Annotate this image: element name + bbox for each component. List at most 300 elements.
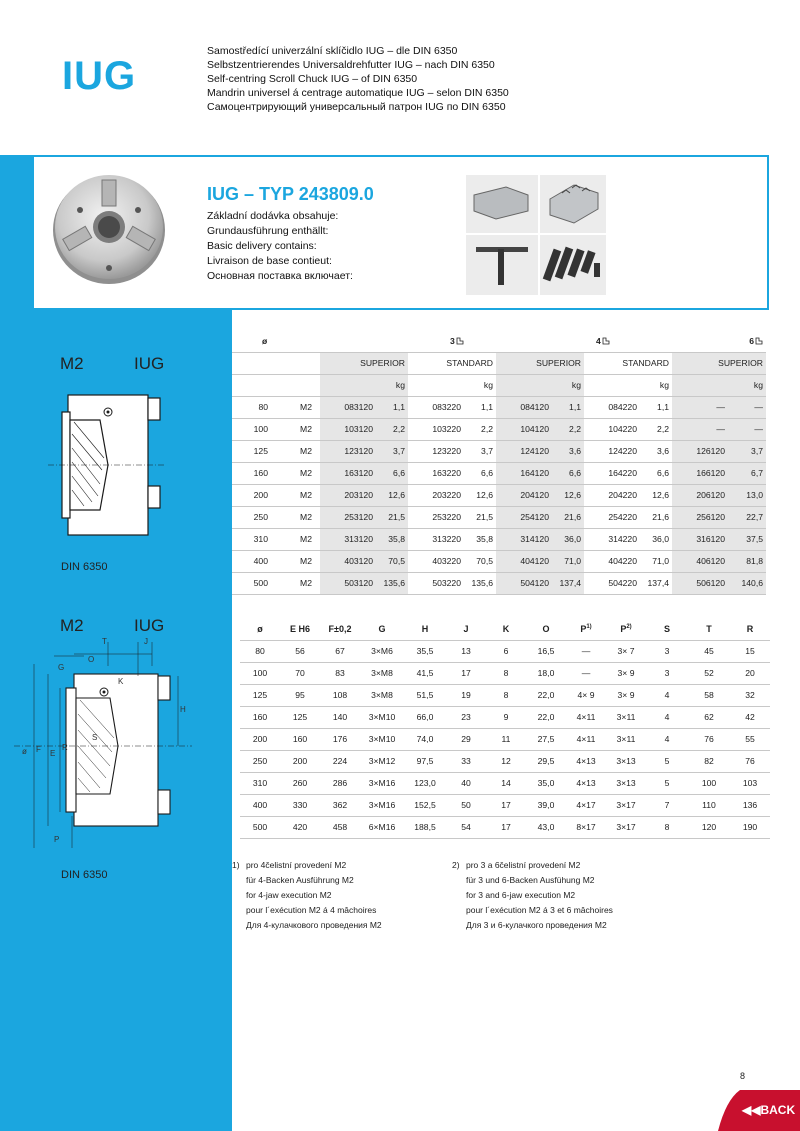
table-cell: 3 [646, 662, 688, 684]
table-cell: 32 [730, 684, 770, 706]
delivery-line: Základní dodávka obsahuje: [207, 210, 339, 222]
header-e: E H6 [280, 618, 320, 640]
table-cell: 125 [232, 440, 278, 462]
table-cell: 17 [486, 816, 526, 838]
chuck-drawing-1 [48, 390, 168, 540]
table-cell: 21,6 [552, 506, 584, 528]
table-cell: 22,7 [728, 506, 766, 528]
kg-unit: kg [584, 374, 672, 396]
footnote-line: for 3 and 6-jaw execution M2 [466, 890, 576, 900]
table-cell: M2 [278, 396, 320, 418]
table-cell: 1,1 [640, 396, 672, 418]
table-cell: 16,5 [526, 640, 566, 662]
dim-label-p: P [54, 835, 60, 844]
table-cell: 71,0 [640, 550, 672, 572]
table-cell: 104220 [584, 418, 640, 440]
table-cell: 224 [320, 750, 360, 772]
table-cell: 8 [486, 662, 526, 684]
table-cell: 140 [320, 706, 360, 728]
table-cell: 27,5 [526, 728, 566, 750]
footnote-number: 1) [232, 860, 240, 870]
table-cell: 74,0 [404, 728, 446, 750]
table-cell: 3,7 [728, 440, 766, 462]
table-cell: 254220 [584, 506, 640, 528]
table-cell: 36,0 [640, 528, 672, 550]
table-cell: 3,7 [376, 440, 408, 462]
table-cell: 3× 9 [606, 662, 646, 684]
table-cell: 110 [688, 794, 730, 816]
table-cell: 314220 [584, 528, 640, 550]
table-cell: 4×11 [566, 706, 606, 728]
table-cell: — [728, 418, 766, 440]
table-cell: 29 [446, 728, 486, 750]
table-cell: 6,6 [376, 462, 408, 484]
table-cell: 55 [730, 728, 770, 750]
header-g: G [360, 618, 404, 640]
table-cell: 100 [232, 418, 278, 440]
table-cell: 204220 [584, 484, 640, 506]
table-cell: 420 [280, 816, 320, 838]
table-cell: 137,4 [640, 572, 672, 594]
table-cell: 400 [240, 794, 280, 816]
dimensions-table [240, 618, 770, 839]
table-cell: 4×11 [566, 728, 606, 750]
table-cell: 362 [320, 794, 360, 816]
table-cell: 37,5 [728, 528, 766, 550]
table-cell: M2 [278, 550, 320, 572]
table-cell: 5 [646, 750, 688, 772]
dim-label-h: H [180, 705, 186, 714]
table-cell: 500 [232, 572, 278, 594]
table-cell: 21,5 [464, 506, 496, 528]
order-table [232, 330, 766, 595]
table-cell: 2,2 [376, 418, 408, 440]
table-cell: 15 [730, 640, 770, 662]
table-cell: 40 [446, 772, 486, 794]
table-row [240, 662, 770, 684]
chuck-drawing-2 [14, 636, 194, 854]
table-cell: 120 [688, 816, 730, 838]
title-en: Self-centring Scroll Chuck IUG – of DIN 6350 [207, 73, 418, 85]
table-cell: 163220 [408, 462, 464, 484]
table-row [232, 462, 766, 484]
table-cell: 406120 [672, 550, 728, 572]
dim-label-f: F [36, 745, 41, 754]
brand-title: IUG [62, 54, 137, 98]
table-cell: 100 [688, 772, 730, 794]
dim-label-s: S [92, 733, 98, 742]
table-cell: 6,6 [640, 462, 672, 484]
table-cell: 503220 [408, 572, 464, 594]
dim-label-r: R [62, 743, 68, 752]
table-cell: 3×M16 [360, 772, 404, 794]
table-cell: 084120 [496, 396, 552, 418]
table-cell: 2,2 [640, 418, 672, 440]
diagram1-title-right: IUG [134, 354, 165, 373]
kg-unit: kg [320, 374, 408, 396]
table-cell: 18,0 [526, 662, 566, 684]
table-cell: 253120 [320, 506, 376, 528]
table-cell: 136 [730, 794, 770, 816]
table-cell: 125 [240, 684, 280, 706]
dim-label-g: G [58, 663, 65, 672]
table-cell: — [566, 640, 606, 662]
table-cell: 54 [446, 816, 486, 838]
table-cell: 58 [688, 684, 730, 706]
table-cell: 188,5 [404, 816, 446, 838]
diagram2-title-left: M2 [60, 616, 84, 635]
table-row [240, 684, 770, 706]
table-cell: 504220 [584, 572, 640, 594]
table-row [232, 506, 766, 528]
table-row [240, 728, 770, 750]
table-cell: 97,5 [404, 750, 446, 772]
table-cell: 140,6 [728, 572, 766, 594]
table-cell: 126120 [672, 440, 728, 462]
jaws-6-header: 6 [728, 330, 766, 352]
table-cell: 108 [320, 684, 360, 706]
product-title: IUG – TYP 243809.0 [207, 184, 374, 204]
table-cell: 6 [486, 640, 526, 662]
table-cell: 403220 [408, 550, 464, 572]
table-cell: 135,6 [464, 572, 496, 594]
table-cell: — [566, 662, 606, 684]
table-cell: 21,6 [640, 506, 672, 528]
table-cell: 1,1 [464, 396, 496, 418]
header-f: F±0,2 [320, 618, 360, 640]
table-cell: 3×M8 [360, 662, 404, 684]
table-cell: 103120 [320, 418, 376, 440]
table-cell: 3,7 [464, 440, 496, 462]
table-cell: 135,6 [376, 572, 408, 594]
table-cell: 66,0 [404, 706, 446, 728]
table-row [232, 528, 766, 550]
table-cell: M2 [278, 572, 320, 594]
table-cell: 80 [240, 640, 280, 662]
table-cell: 504120 [496, 572, 552, 594]
table-cell: 22,0 [526, 706, 566, 728]
table-cell: 35,8 [464, 528, 496, 550]
table-cell: 250 [240, 750, 280, 772]
footnote-line: Для 3 и 6-кулачкого проведения M2 [466, 920, 607, 930]
table-cell: 81,8 [728, 550, 766, 572]
table-cell: 70,5 [464, 550, 496, 572]
delivery-contents [207, 209, 353, 284]
delivery-line: Basic delivery contains: [207, 240, 317, 252]
table-cell: 21,5 [376, 506, 408, 528]
table-cell: 190 [730, 816, 770, 838]
dim-label-j: J [144, 637, 148, 646]
header-h: H [404, 618, 446, 640]
table-cell: 100 [240, 662, 280, 684]
table-cell: 104120 [496, 418, 552, 440]
table-cell: 403120 [320, 550, 376, 572]
table-cell: 152,5 [404, 794, 446, 816]
header-t: T [688, 618, 730, 640]
table-cell: 4 [646, 728, 688, 750]
table-cell: — [728, 396, 766, 418]
table-cell: 103220 [408, 418, 464, 440]
table-cell: 76 [730, 750, 770, 772]
table-cell: 166120 [672, 462, 728, 484]
table-cell: 22,0 [526, 684, 566, 706]
table-cell: 3×M16 [360, 794, 404, 816]
kg-unit: kg [672, 374, 766, 396]
table-cell: 313220 [408, 528, 464, 550]
table-cell: — [672, 418, 728, 440]
table-cell: 3× 9 [606, 684, 646, 706]
table-cell: 200 [240, 728, 280, 750]
table-cell: 124120 [496, 440, 552, 462]
table-cell: 9 [486, 706, 526, 728]
jaws-3-header: 3 [408, 330, 496, 352]
table-cell: 458 [320, 816, 360, 838]
header-titles [207, 44, 509, 114]
table-cell: 12,6 [376, 484, 408, 506]
table-cell: 35,5 [404, 640, 446, 662]
table-cell: 2,2 [552, 418, 584, 440]
table-cell: 8 [486, 684, 526, 706]
title-cz: Samostředící univerzální sklíčidlo IUG – dle DIN 6350 [207, 45, 458, 57]
table-cell: 70,5 [376, 550, 408, 572]
table-cell: 163120 [320, 462, 376, 484]
diagram2-din: DIN 6350 [61, 869, 108, 881]
table-row [240, 750, 770, 772]
header-dia: ø [240, 618, 280, 640]
table-cell: 3×M12 [360, 750, 404, 772]
table-cell: 164120 [496, 462, 552, 484]
table-cell: 6×M16 [360, 816, 404, 838]
double-chevron-left-icon: ◀◀ [742, 1103, 761, 1117]
table-cell: 82 [688, 750, 730, 772]
table-cell: 7 [646, 794, 688, 816]
table-cell: 137,4 [552, 572, 584, 594]
table-row [232, 572, 766, 594]
table-cell: M2 [278, 440, 320, 462]
table-cell: 17 [446, 662, 486, 684]
table-cell: 3×M8 [360, 684, 404, 706]
table-cell: 12 [486, 750, 526, 772]
table-row [232, 418, 766, 440]
dia-header: ø [232, 330, 278, 352]
table-cell: 310 [232, 528, 278, 550]
table-cell: 404120 [496, 550, 552, 572]
table-row [232, 484, 766, 506]
header-o: O [526, 618, 566, 640]
footnote-line: pro 4čelistní provedení M2 [246, 860, 347, 870]
jaw-icon [755, 337, 763, 345]
header-p1: $P^{1)}$ [566, 618, 606, 640]
table-cell: 13,0 [728, 484, 766, 506]
delivery-line: Основная поставка включает: [207, 270, 353, 282]
table-cell: 23 [446, 706, 486, 728]
table-cell: 51,5 [404, 684, 446, 706]
table-cell: 3×11 [606, 706, 646, 728]
table-cell: 35,0 [526, 772, 566, 794]
footnote-line: für 3 und 6-Backen Ausfühung M2 [466, 875, 595, 885]
table-cell: 314120 [496, 528, 552, 550]
table-cell: 3×M6 [360, 640, 404, 662]
table-cell: 3×17 [606, 794, 646, 816]
table-cell: 506120 [672, 572, 728, 594]
table-cell: 164220 [584, 462, 640, 484]
table-cell: 123,0 [404, 772, 446, 794]
table-cell: 5 [646, 772, 688, 794]
table-cell: 29,5 [526, 750, 566, 772]
table-cell: 125 [280, 706, 320, 728]
table-cell: 3,6 [552, 440, 584, 462]
jaws-4-header: 4 [584, 330, 672, 352]
table-cell: 503120 [320, 572, 376, 594]
col-standard-3: STANDARD [408, 352, 496, 374]
jaw-icon [602, 337, 610, 345]
dim-label-o: O [88, 655, 95, 664]
table-cell: 56 [280, 640, 320, 662]
dim-label-dia: ø [22, 747, 27, 756]
kg-unit: kg [408, 374, 496, 396]
table-cell: 3 [646, 640, 688, 662]
col-superior-6: SUPERIOR [672, 352, 766, 374]
table-cell: 330 [280, 794, 320, 816]
table-cell: 160 [240, 706, 280, 728]
table-cell: 17 [486, 794, 526, 816]
header-s: S [646, 618, 688, 640]
table-cell: 123120 [320, 440, 376, 462]
page-number: 8 [740, 1071, 746, 1081]
table-row [240, 816, 770, 838]
table-cell: 4 [646, 684, 688, 706]
title-de: Selbstzentrierendes Universaldrehfutter IUG – nach DIN 6350 [207, 59, 495, 71]
table-cell: M2 [278, 418, 320, 440]
table-cell: 71,0 [552, 550, 584, 572]
table-cell: 203120 [320, 484, 376, 506]
table-cell: 70 [280, 662, 320, 684]
delivery-line: Livraison de base contieut: [207, 255, 332, 267]
table-cell: 4×13 [566, 772, 606, 794]
col-standard-4: STANDARD [584, 352, 672, 374]
table-cell: 160 [280, 728, 320, 750]
table-cell: 254120 [496, 506, 552, 528]
table-cell: 310 [240, 772, 280, 794]
diagram1-din: DIN 6350 [61, 561, 108, 573]
table-cell: 316120 [672, 528, 728, 550]
table-cell: 256120 [672, 506, 728, 528]
table-cell: 204120 [496, 484, 552, 506]
table-row [240, 772, 770, 794]
table-cell: 4 [646, 706, 688, 728]
dim-label-t: T [102, 637, 107, 646]
back-button-label[interactable]: ◀◀BACK [742, 1103, 796, 1117]
table-cell: 4× 9 [566, 684, 606, 706]
table-cell: 6,6 [552, 462, 584, 484]
table-cell: 76 [688, 728, 730, 750]
table-cell: 33 [446, 750, 486, 772]
table-row [232, 396, 766, 418]
table-cell: 41,5 [404, 662, 446, 684]
table-cell: 313120 [320, 528, 376, 550]
table-cell: 95 [280, 684, 320, 706]
title-fr: Mandrin universel á centrage automatique IUG – selon DIN 6350 [207, 87, 509, 99]
dim-label-e: E [50, 749, 56, 758]
table-cell: 286 [320, 772, 360, 794]
table-cell: 83 [320, 662, 360, 684]
table-cell: 1,1 [376, 396, 408, 418]
table-cell: 8×17 [566, 816, 606, 838]
title-ru: Самоцентрирующий универсальный патрон IUG по DIN 6350 [207, 101, 506, 113]
header-j: J [446, 618, 486, 640]
table-cell: M2 [278, 528, 320, 550]
table-cell: 6,6 [464, 462, 496, 484]
table-cell: 203220 [408, 484, 464, 506]
footnote-line: für 4-Backen Ausführung M2 [246, 875, 354, 885]
jaw-icon [456, 337, 464, 345]
table-cell: 8 [646, 816, 688, 838]
table-row [240, 706, 770, 728]
table-cell: 253220 [408, 506, 464, 528]
table-cell: — [672, 396, 728, 418]
footnote-number: 2) [452, 860, 460, 870]
table-cell: 52 [688, 662, 730, 684]
delivery-line: Grundausführung enthällt: [207, 225, 329, 237]
footnote-line: pour l´exécution M2 á 3 et 6 mâchoires [466, 905, 613, 915]
table-cell: 3,6 [640, 440, 672, 462]
table-cell: 50 [446, 794, 486, 816]
table-cell: 4×13 [566, 750, 606, 772]
table-cell: 42 [730, 706, 770, 728]
table-cell: 19 [446, 684, 486, 706]
table-cell: 084220 [584, 396, 640, 418]
footnote-line: for 4-jaw execution M2 [246, 890, 332, 900]
footnote-line: pour l´exécution M2 á 4 mâchoires [246, 905, 377, 915]
table-cell: 12,6 [640, 484, 672, 506]
table-row [232, 550, 766, 572]
table-cell: 43,0 [526, 816, 566, 838]
table-cell: 083220 [408, 396, 464, 418]
table-cell: 4×17 [566, 794, 606, 816]
table-cell: 103 [730, 772, 770, 794]
table-cell: 400 [232, 550, 278, 572]
diagram2-title-right: IUG [134, 616, 165, 635]
table-cell: 206120 [672, 484, 728, 506]
footnote-2 [452, 858, 613, 933]
table-cell: M2 [278, 462, 320, 484]
header-p2: $P^{2)}$ [606, 618, 646, 640]
table-row [240, 640, 770, 662]
accessories-photo [466, 175, 606, 295]
table-cell: 176 [320, 728, 360, 750]
table-cell: 12,6 [552, 484, 584, 506]
table-cell: 123220 [408, 440, 464, 462]
header-r: R [730, 618, 770, 640]
table-cell: 083120 [320, 396, 376, 418]
table-cell: 200 [280, 750, 320, 772]
table-cell: 11 [486, 728, 526, 750]
header-k: K [486, 618, 526, 640]
table-cell: 39,0 [526, 794, 566, 816]
table-cell: 3×M10 [360, 706, 404, 728]
kg-unit: kg [496, 374, 584, 396]
table-cell: 13 [446, 640, 486, 662]
table-cell: 35,8 [376, 528, 408, 550]
table-cell: M2 [278, 506, 320, 528]
table-cell: 45 [688, 640, 730, 662]
col-superior-3: SUPERIOR [320, 352, 408, 374]
table-row [240, 794, 770, 816]
chuck-photo [50, 170, 168, 288]
table-cell: 6,7 [728, 462, 766, 484]
table-cell: 67 [320, 640, 360, 662]
table-cell: 12,6 [464, 484, 496, 506]
